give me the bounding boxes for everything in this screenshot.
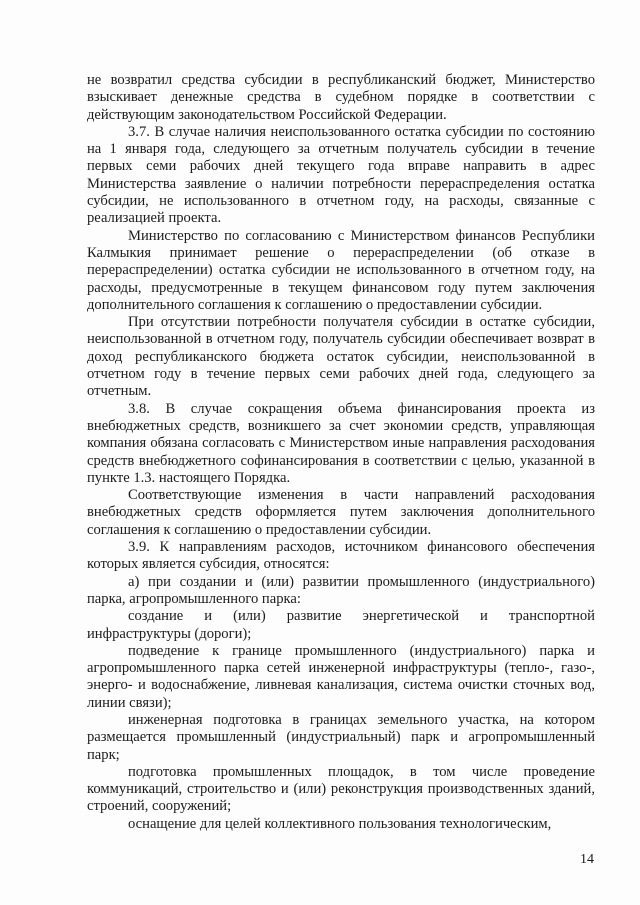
document-body bbox=[87, 72, 595, 833]
paragraph-changes: Соответствующие изменения в части направлений расходования внебюджетных средств оформляется путем заключения дополнительного соглашения к соглашению о предоставлении субсидии. bbox=[87, 487, 595, 538]
page-number: 14 bbox=[580, 852, 594, 867]
paragraph-item-a: а) при создании и (или) развитии промышленного (индустриального) парка, агропромышленного парка: bbox=[87, 573, 595, 607]
paragraph-no-need: При отсутствии потребности получателя субсидии в остатке субсидии, неиспользованной в отчетном году, получатель субсидии обеспечивает возврат в доход республиканского бюджета остаток субсидии, неиспользованной в отчетном году в течение первых семи рабочих дней года, следующего за отчетным. bbox=[87, 314, 595, 400]
paragraph-sites: подготовка промышленных площадок, в том числе проведение коммуникаций, строительство и (или) реконструкция производственных зданий, строений, сооружений; bbox=[87, 763, 595, 815]
paragraph-engineering: инженерная подготовка в границах земельного участка, на котором размещается промышленный (индустриальный) парк и агропромышленный парк; bbox=[87, 711, 595, 763]
paragraph-3-7: 3.7. В случае наличия неиспользованного остатка субсидии по состоянию на 1 января года, следующего за отчетным получатель субсидии в течение первых семи рабочих дней текущего года вправе направить в адрес Министерства заявление о наличии потребности перераспределения остатка субсидии, не использованного в отчетном году, на расходы, связанные с реализацией проекта. bbox=[87, 123, 595, 227]
paragraph-ministry-decision: Министерство по согласованию с Министерством финансов Республики Калмыкия принимает решение о перераспределении (об отказе в перераспределении) остатка субсидии не использованного в отчетном году, на расходы, предусмотренные в текущем финансовом году путем заключения дополнительного соглашения к соглашению о предоставлении субсидии. bbox=[87, 227, 595, 313]
paragraph-networks: подведение к границе промышленного (индустриального) парка и агропромышленного парка сетей инженерной инфраструктуры (тепло-, газо-, энерго- и водоснабжение, ливневая канализация, система очистки сточных вод, линии связи); bbox=[87, 642, 595, 711]
paragraph-3-8: 3.8. В случае сокращения объема финансирования проекта из внебюджетных средств, возникшего за счет экономии средств, управляющая компания обязана согласовать с Министерством иные направления расходования средств внебюджетного софинансирования в соответствии с целью, указанной в пункте 1.3. настоящего Порядка. bbox=[87, 400, 595, 486]
paragraph-equipment: оснащение для целей коллективного пользования технологическим, bbox=[128, 815, 552, 832]
paragraph-continuation: не возвратил средства субсидии в республиканский бюджет, Министерство взыскивает денежные средства в судебном порядке в соответствии с действующим законодательством Российской Федерации. bbox=[87, 72, 595, 123]
paragraph-3-9: 3.9. К направлениям расходов, источником финансового обеспечения которых является субсидия, относятся: bbox=[87, 539, 595, 573]
paragraph-infrastructure: создание и (или) развитие энергетической и транспортной инфраструктуры (дороги); bbox=[87, 608, 595, 642]
